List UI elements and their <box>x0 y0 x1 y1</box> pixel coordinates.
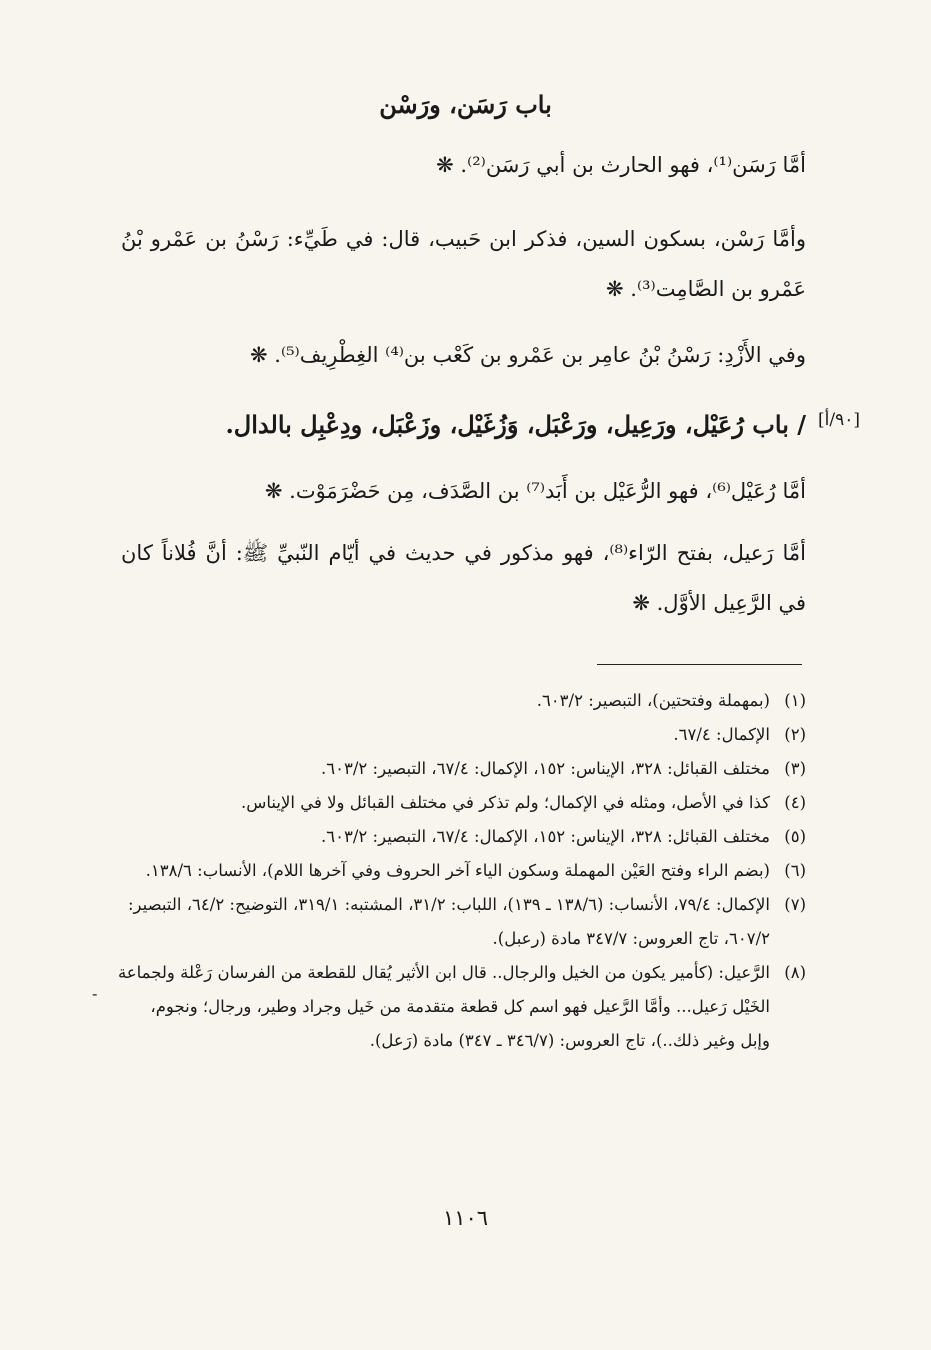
margin-mark: - <box>92 984 98 1003</box>
page-number: ١١٠٦ <box>442 1206 489 1230</box>
footnote-number: (٣) <box>784 759 806 778</box>
footnote <box>116 684 806 718</box>
paragraph-5: أمَّا رَعيل، بفتح الرّاء⁽⁸⁾، فهو مذكور في حديث في أيّام النّبيِّ ﷺ: أنَّ فُلاناً كان في الرَّعِيل الأوَّل. ❋ <box>121 541 807 615</box>
footnote-number: (٥) <box>784 827 806 846</box>
footnote-text: مختلف القبائل: ٣٢٨، الإيناس: ١٥٢، الإكمال: ٦٧/٤، التبصير: ٦٠٣/٢. <box>321 759 770 778</box>
footnote-number: (٤) <box>784 793 806 812</box>
paragraph-4: أمَّا رُعَيْل⁽⁶⁾، فهو الرُّعَيْل بن أَبَد⁽⁷⁾ بن الصَّدَف، مِن حَضْرَمَوْت. ❋ <box>264 479 806 503</box>
footnote-text: كذا في الأصل، ومثله في الإكمال؛ ولم تذكر في مختلف القبائل ولا في الإيناس. <box>240 793 770 812</box>
footnote-text: (بضم الراء وفتح العَيْن المهملة وسكون الياء آخر الحروف وفي آخرها اللام)، الأنساب: ١٣٨/٦. <box>145 861 770 880</box>
footnotes <box>116 684 806 1058</box>
footnote-separator <box>597 664 802 665</box>
paragraph-3: وفي الأَزْدِ: رَسْنُ بْنُ عامِر بن عَمْرو بن كَعْب بن⁽⁴⁾ الغِطْرِيف⁽⁵⁾. ❋ <box>250 343 806 367</box>
footnote-number: (٨) <box>784 963 806 982</box>
footnote <box>116 888 806 956</box>
chapter-title-2: / باب رُعَيْل، ورَعِيل، ورَعْبَل، وَزُغَيْل، وزَعْبَل، ودِعْبِل بالدال. <box>225 410 806 439</box>
footnote <box>116 820 806 854</box>
footnote <box>116 786 806 820</box>
footnote-number: (٢) <box>784 725 806 744</box>
footnote <box>116 854 806 888</box>
footnote-number: (١) <box>784 691 806 710</box>
paragraph-2: وأمَّا رَسْن، بسكون السين، فذكر ابن حَبيب، قال: في طَيِّء: رَسْنُ بن عَمْرو بْنُ عَمْرو بن الصَّامِت⁽³⁾. ❋ <box>121 227 806 301</box>
footnote-text: مختلف القبائل: ٣٢٨، الإيناس: ١٥٢، الإكمال: ٦٧/٤، التبصير: ٦٠٣/٢. <box>321 827 770 846</box>
footnote-text: الرَّعيل: (كأمير يكون من الخيل والرجال.. قال ابن الأثير يُقال للقطعة من الفرسان رَعْلة ولجماعة الخَيْل رَعيل... وأمَّا الرَّعيل فهو اسم كل قطعة متقدمة من خَيل وجراد وطير، ورجال؛ ونجوم، وإبل وغير ذلك..)، تاج العروس: (٣٤٦/٧ ـ ٣٤٧) مادة (رَعل). <box>117 963 770 1050</box>
footnote <box>116 718 806 752</box>
footnote <box>116 956 806 1058</box>
chapter-title: باب رَسَن، ورَسْن <box>379 90 552 119</box>
manuscript-folio-ref: [٩٠/أ] <box>818 410 860 430</box>
footnote-number: (٦) <box>784 861 806 880</box>
footnote-text: الإكمال: ٧٩/٤، الأنساب: (١٣٨/٦ ـ ١٣٩)، اللباب: ٣١/٢، المشتبه: ٣١٩/١، التوضيح: ٦٤/٢، التبصير: ٦٠٧/٢، تاج العروس: ٣٤٧/٧ مادة (رعبل). <box>127 895 770 948</box>
footnote-number: (٧) <box>784 895 806 914</box>
footnote-text: (بمهملة وفتحتين)، التبصير: ٦٠٣/٢. <box>536 691 770 710</box>
paragraph-1: أمَّا رَسَن⁽¹⁾، فهو الحارث بن أبي رَسَن⁽²⁾. ❋ <box>436 153 806 177</box>
footnote-text: الإكمال: ٦٧/٤. <box>673 725 770 744</box>
footnote <box>116 752 806 786</box>
